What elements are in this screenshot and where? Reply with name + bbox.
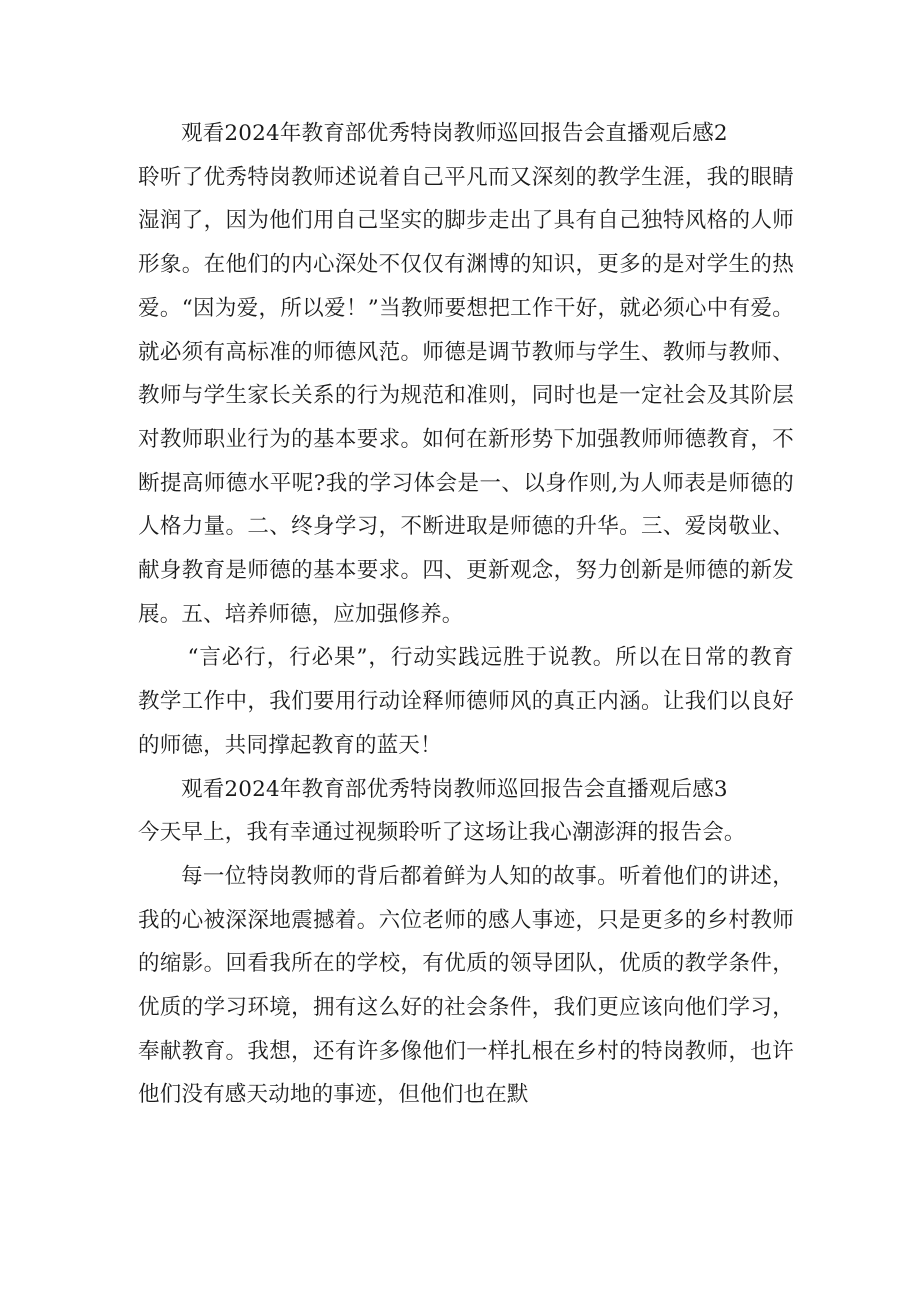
body-paragraph-1: 聆听了优秀特岗教师述说着自己平凡而又深刻的教学生涯，我的眼睛湿润了，因为他们用自己坚实的脚步走出了具有自己独特风格的人师形象。在他们的内心深处不仅仅有渊博的知识，更多的是对学生的热爱。“因为爱，所以爱！”当教师要想把工作干好，就必须心中有爱。就必须有高标准的师德风范。师德是调节教师与学生、教师与教师、教师与学生家长关系的行为规范和准则，同时也是一定社会及其阶层对教师职业行为的基本要求。如何在新形势下加强教师师德教育，不断提高师德水平呢?我的学习体会是一、以身作则,为人师表是师德的人格力量。二、终身学习，不断进取是师德的升华。三、爱岗敬业、献身教育是师德的基本要求。四、更新观念，努力创新是师德的新发展。五、培养师德，应加强修养。 xyxy=(138,164,794,627)
section-heading-3: 观看2024年教育部优秀特岗教师巡回报告会直播观后感3 xyxy=(181,776,728,802)
section-heading-2: 观看2024年教育部优秀特岗教师巡回报告会直播观后感2 xyxy=(181,121,728,146)
body-paragraph-4: 每一位特岗教师的背后都着鲜为人知的故事。听着他们的讲述，我的心被深深地震撼着。六位老师的感人事迹，只是更多的乡村教师的缩影。回看我所在的学校，有优质的领导团队，优质的教学条件，优质的学习环境，拥有这么好的社会条件，我们更应该向他们学习，奉献教育。我想，还有许多像他们一样扎根在乡村的特岗教师，也许他们没有感天动地的事迹，但他们也在默 xyxy=(138,863,794,1108)
body-paragraph-2: “言必行，行必果”，行动实践远胜于说教。所以在日常的教育教学工作中，我们要用行动诠释师德师风的真正内涵。让我们以良好的师德，共同撑起教育的蓝天！ xyxy=(138,645,794,758)
document-body xyxy=(138,112,794,1117)
body-paragraph-3: 今天早上，我有幸通过视频聆听了这场让我心潮澎湃的报告会。 xyxy=(138,820,746,846)
